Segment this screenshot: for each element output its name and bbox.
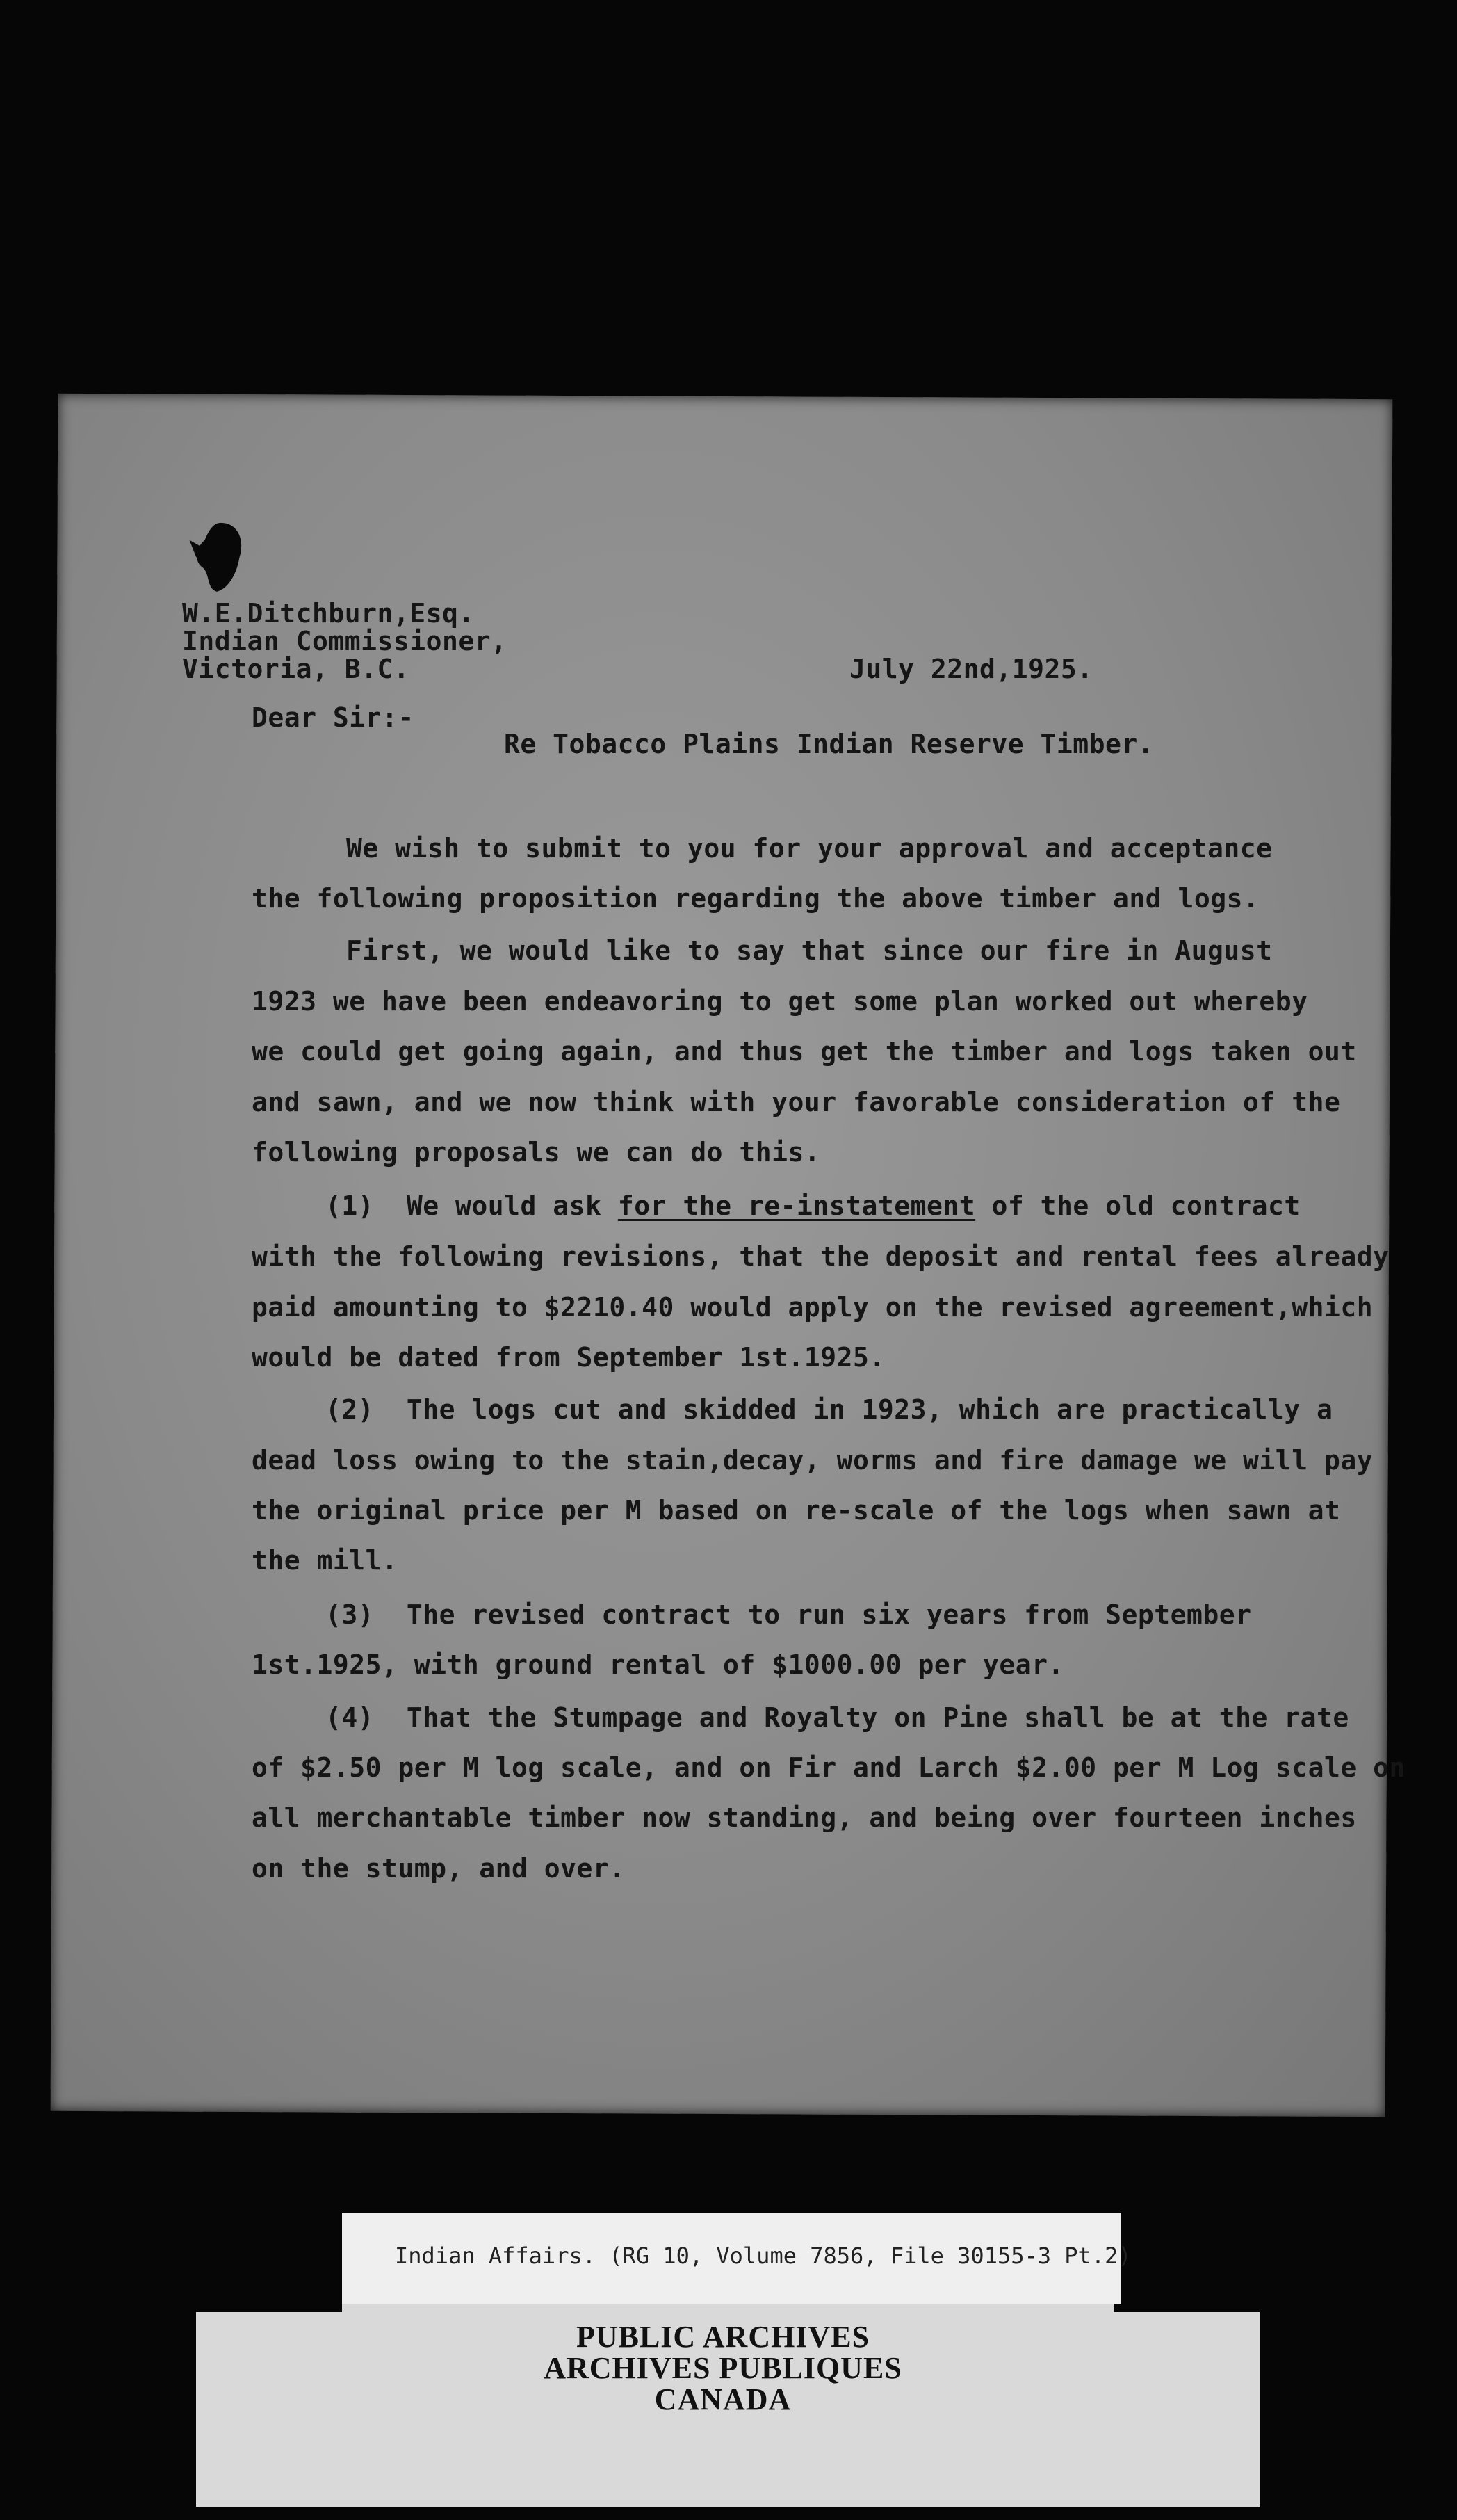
body-line: We wish to submit to you for your approval and acceptance bbox=[346, 833, 1273, 864]
archive-reference: Indian Affairs. (RG 10, Volume 7856, File 30155-3 Pt.2) bbox=[395, 2243, 1132, 2269]
item-3-line: (3) The revised contract to run six years from September bbox=[325, 1599, 1252, 1630]
item-1-line: would be dated from September 1st.1925. bbox=[252, 1342, 886, 1373]
item-1-line: paid amounting to $2210.40 would apply on the revised agreement,which bbox=[252, 1292, 1374, 1323]
item-1-pre: (1) We would ask bbox=[325, 1190, 618, 1221]
body-line: following proposals we can do this. bbox=[252, 1137, 821, 1168]
salutation: Dear Sir:- bbox=[252, 702, 414, 733]
ink-blot-mark bbox=[189, 519, 252, 596]
item-1-first-line bbox=[325, 1190, 1301, 1221]
item-4-line: on the stump, and over. bbox=[252, 1853, 626, 1884]
item-4-line: (4) That the Stumpage and Royalty on Pine shall be at the rate bbox=[325, 1702, 1349, 1733]
archive-stamp-line: ARCHIVES PUBLIQUES bbox=[544, 2351, 902, 2385]
item-2-line: dead loss owing to the stain,decay, worms and fire damage we will pay bbox=[252, 1445, 1374, 1476]
body-line: and sawn, and we now think with your favorable consideration of the bbox=[252, 1087, 1341, 1117]
item-2-line: (2) The logs cut and skidded in 1923, which are practically a bbox=[325, 1394, 1333, 1425]
recipient-title: Indian Commissioner, bbox=[182, 626, 507, 656]
item-2-line: the mill. bbox=[252, 1545, 398, 1576]
archive-stamp-line: PUBLIC ARCHIVES bbox=[576, 2320, 870, 2354]
body-line: 1923 we have been endeavoring to get some plan worked out whereby bbox=[252, 986, 1308, 1017]
item-2-line: the original price per M based on re-scale of the logs when sawn at bbox=[252, 1495, 1341, 1526]
body-line: First, we would like to say that since our fire in August bbox=[346, 935, 1273, 966]
item-1-underlined: for the re-instatement bbox=[617, 1190, 976, 1221]
item-1-line: with the following revisions, that the deposit and rental fees already bbox=[252, 1241, 1390, 1272]
recipient-location: Victoria, B.C. bbox=[182, 654, 410, 684]
recipient-name: W.E.Ditchburn,Esq. bbox=[182, 598, 475, 629]
letter-date: July 22nd,1925. bbox=[849, 654, 1093, 684]
subject-line: Re Tobacco Plains Indian Reserve Timber. bbox=[504, 729, 1155, 759]
body-line: the following proposition regarding the above timber and logs. bbox=[252, 883, 1260, 914]
item-1-post: of the old contract bbox=[975, 1190, 1301, 1221]
item-4-line: of $2.50 per M log scale, and on Fir and Larch $2.00 per M Log scale on bbox=[252, 1752, 1406, 1783]
archive-stamp-line: CANADA bbox=[654, 2382, 792, 2416]
item-3-line: 1st.1925, with ground rental of $1000.00 per year. bbox=[252, 1649, 1064, 1680]
body-line: we could get going again, and thus get the timber and logs taken out bbox=[252, 1036, 1357, 1067]
item-4-line: all merchantable timber now standing, and being over fourteen inches bbox=[252, 1802, 1357, 1833]
